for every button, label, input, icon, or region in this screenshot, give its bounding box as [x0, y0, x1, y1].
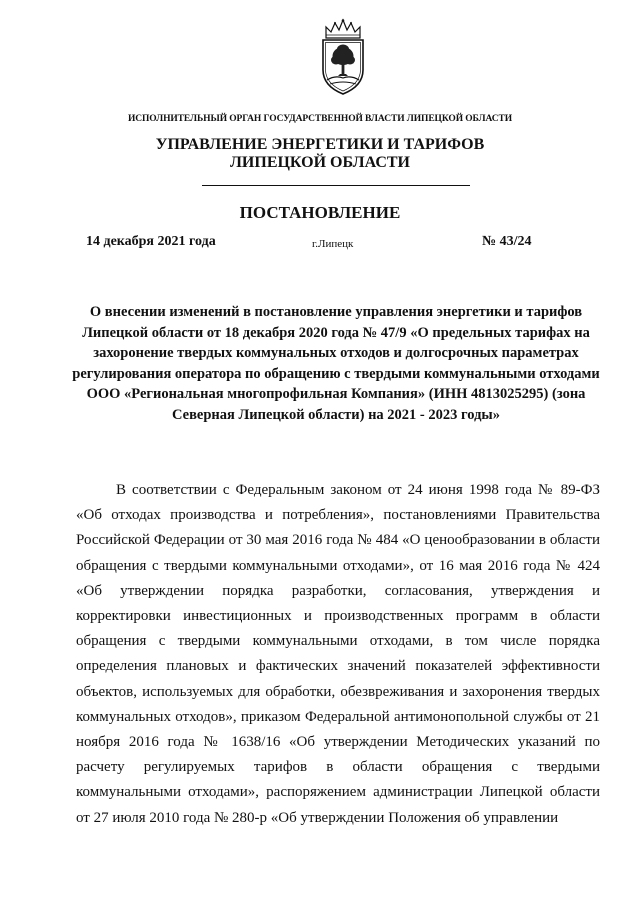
- document-number: № 43/24: [482, 234, 532, 249]
- department-name: [0, 136, 640, 172]
- document-type-title: ПОСТАНОВЛЕНИЕ: [239, 203, 401, 222]
- document-city: г.Липецк: [312, 238, 354, 250]
- department-name-line-1: УПРАВЛЕНИЕ ЭНЕРГЕТИКИ И ТАРИФОВ: [155, 136, 485, 153]
- document-subject: О внесении изменений в постановление управления энергетики и тарифов Липецкой области от 18 декабря 2020 года № 47/9 «О предельных тарифах на захоронение твердых коммунальных отходов и долгосрочных параметрах регулирования оператора по обращению с твердыми коммунальными отходами ООО «Региональная многопрофильная Компания» (ИНН 4813025295) (зона Северная Липецкой области) на 2021 - 2023 годы»: [72, 304, 600, 423]
- issuing-authority-line: ИСПОЛНИТЕЛЬНЫЙ ОРГАН ГОСУДАРСТВЕННОЙ ВЛАСТИ ЛИПЕЦКОЙ ОБЛАСТИ: [127, 114, 513, 124]
- body-paragraph: В соответствии с Федеральным законом от 24 июня 1998 года № 89-ФЗ «Об отходах производства и потребления», постановлениями Правительства Российской Федерации от 30 мая 2016 года № 484 «О ценообразовании в области обращения с твердыми коммунальными отходами», от 16 мая 2016 года № 424 «Об утверждении порядка разработки, согласования, утверждения и корректировки инвестиционных и производственных программ в области обращения с твердыми коммунальными отходами, в том числе порядка определения плановых и фактических значений показателей эффективности объектов, используемых для обработки, обезвреживания и захоронения твердых коммунальных отходов», приказом Федеральной антимонопольной службы от 21 ноября 2016 года № 1638/16 «Об утверждении Методических указаний по расчету регулируемых тарифов в области обращения с твердыми коммунальными отходами», распоряжением администрации Липецкой области от 27 июля 2010 года № 280-р «Об утверждении Положения об управлении: [76, 482, 600, 826]
- department-name-line-2: ЛИПЕЦКОЙ ОБЛАСТИ: [230, 154, 410, 171]
- coat-of-arms-icon: [318, 18, 368, 96]
- document-date: 14 декабря 2021 года: [86, 234, 216, 249]
- header-divider: [202, 185, 470, 186]
